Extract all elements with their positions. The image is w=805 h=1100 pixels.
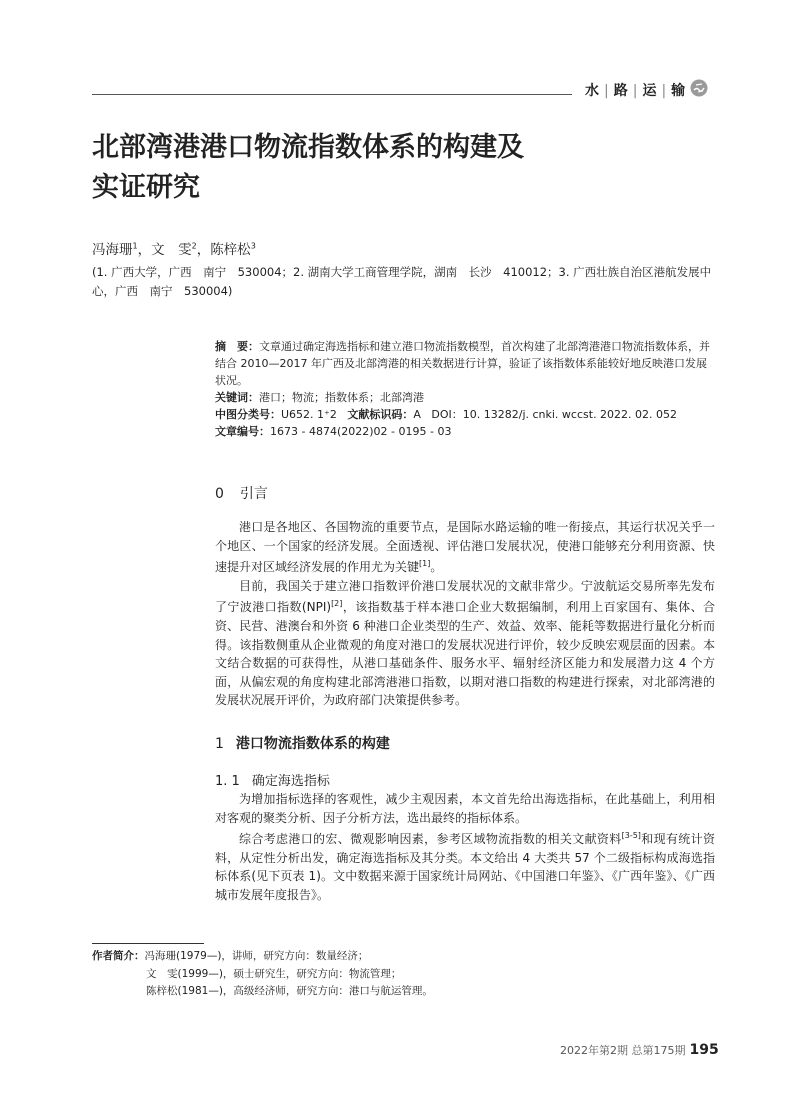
footnote-text: 冯海珊(1979—)，讲师，研究方向：数量经济；: [144, 950, 369, 962]
section-title: 引言: [239, 486, 268, 502]
author-name: 陈梓松: [210, 242, 251, 258]
paragraph-text: 目前，我国关于建立港口指数评价港口发展状况的文献非常少。宁波航运交易所率先发布了宁波港口指数(NPI): [215, 578, 715, 615]
column-separator: |: [632, 83, 640, 99]
author-name: 文 雯: [151, 242, 192, 258]
footnote-line: [92, 948, 433, 966]
page-footer: [560, 1042, 719, 1058]
doi-value: 10. 13282/j. cnki. wccst. 2022. 02. 052: [462, 408, 678, 421]
footnote-line: 陈梓松(1981—)，高级经济师，研究方向：港口与航运管理。: [146, 985, 433, 997]
author-affil-mark: 1: [132, 241, 138, 251]
clc-value: U652. 1⁺2: [281, 408, 337, 421]
clc-label: 中图分类号：: [215, 408, 281, 421]
paragraph-text: 和现有统计资料，从定性分析出发，确定海选指标及其分类。本文给出 4 大类共 57 个二级指标构成海选指标体系(见下页表 1)。文中数据来源于国家统计局网站、《中国港口年鉴》、《广西年鉴》、《广西城市发展年度报告》。: [215, 832, 715, 902]
author-name: 冯海珊: [92, 242, 133, 258]
article-number-label: 文章编号：: [215, 425, 270, 438]
abstract: [215, 338, 715, 389]
paragraph: [215, 518, 715, 577]
subsection-heading: [215, 770, 330, 789]
doc-code-label: 文献标识码：: [347, 408, 414, 421]
section-heading: [215, 733, 390, 753]
abstract-block: [215, 338, 715, 440]
section-number: 0: [215, 486, 224, 502]
article-number-value: 1673 - 4874(2022)02 - 0195 - 03: [270, 425, 452, 438]
paragraph-text: 。: [430, 560, 443, 575]
abstract-text: 文章通过确定海选指标和建立港口物流指数模型，首次构建了北部湾港港口物流指数体系，并结合 2010—2017 年广西及北部湾港的相关数据进行计算，验证了该指数体系能较好地反映港口发展状况。: [215, 340, 710, 387]
footnote-line: 文 雯(1999—)，硕士研究生，研究方向：物流管理；: [146, 967, 402, 980]
keywords-text: 港口；物流；指数体系；北部湾港: [259, 391, 424, 404]
title-line: 实证研究: [92, 172, 200, 203]
affiliations: (1. 广西大学，广西 南宁 530004；2. 湖南大学工商管理学院，湖南 长沙 410012；3. 广西壮族自治区港航发展中心，广西 南宁 530004): [92, 265, 712, 298]
citation-ref: [3-5]: [621, 831, 641, 841]
author-affil-mark: 3: [250, 241, 256, 251]
author-list: 冯海珊$^1$，文 雯$^2$，陈梓松$^3$: [92, 241, 256, 258]
paragraph-text: 综合考虑港口的宏、微观影响因素，参考区域物流指数的相关文献资料: [239, 832, 622, 847]
paragraph-text: ，该指数基于样本港口企业大数据编制，利用上百家国有、集体、合资、民营、港澳台和外资 6 种港口企业类型的生产、效益、效率、能耗等数据进行量化分析而得。该指数侧重从企业微观的角度对港口的发展状况进行评价，较少反映宏观层面的因素。本文结合数据的可获得性，从港口基础条件、服务水平、辐射经济区能力和发展潜力这 4 个方面，从偏宏观的角度构建北部湾港港口指数，以期对港口指数的构建进行探索，对北部湾港的发展状况展开评价，为政府部门决策提供参考。: [215, 600, 715, 708]
column-char: 运: [642, 83, 659, 99]
paragraph: [215, 577, 715, 710]
section-body: [215, 790, 715, 905]
paragraph-text: 港口是各地区、各国物流的重要节点，是国际水路运输的唯一衔接点，其运行状况关乎一个地区、一个国家的经济发展。全面透视、评估港口发展状况，使港口能够充分利用资源、快速提升对区域经济发展的作用尤为关键: [215, 520, 715, 575]
article-number-row: [215, 423, 715, 440]
column-char: 路: [613, 83, 630, 99]
author-bio-footnote: [92, 948, 433, 1001]
author-affil-mark: 2: [191, 241, 197, 251]
doi-label: DOI：: [431, 408, 463, 421]
abstract-label: 摘 要：: [215, 340, 259, 353]
column-char: 输: [671, 83, 688, 99]
title-line: 北部湾港港口物流指数体系的构建及: [92, 132, 524, 163]
paragraph: [215, 827, 715, 904]
classification-row: [215, 406, 715, 423]
footnote-rule: [92, 943, 204, 944]
ship-wave-logo-icon: [690, 79, 708, 97]
section-number: 1: [215, 736, 224, 752]
column-separator: |: [604, 83, 611, 99]
keywords: [215, 389, 715, 406]
header-rule: [92, 94, 572, 95]
column-char: 水: [585, 83, 601, 99]
keywords-label: 关键词：: [215, 391, 259, 404]
doc-code-value: A: [413, 408, 421, 421]
subsection-title: 确定海选指标: [251, 774, 330, 789]
citation-ref: [1]: [419, 559, 431, 569]
subsection-number: 1. 1: [215, 774, 240, 789]
paragraph: 为增加指标选择的客观性，减少主观因素，本文首先给出海选指标，在此基础上，利用相对客观的聚类分析、因子分析方法，选出最终的指标体系。: [215, 792, 715, 825]
issue-info: 2022年第2期 总第175期: [560, 1044, 686, 1057]
section-body: [215, 518, 715, 710]
column-separator: |: [661, 83, 669, 99]
section-title: 港口物流指数体系的构建: [235, 736, 390, 752]
paper-title: [92, 128, 652, 208]
page-number: 195: [689, 1042, 719, 1058]
section-heading: [215, 483, 268, 503]
citation-ref: [2]: [331, 599, 343, 609]
column-label: [585, 80, 687, 100]
footnote-label: 作者简介：: [92, 950, 145, 962]
